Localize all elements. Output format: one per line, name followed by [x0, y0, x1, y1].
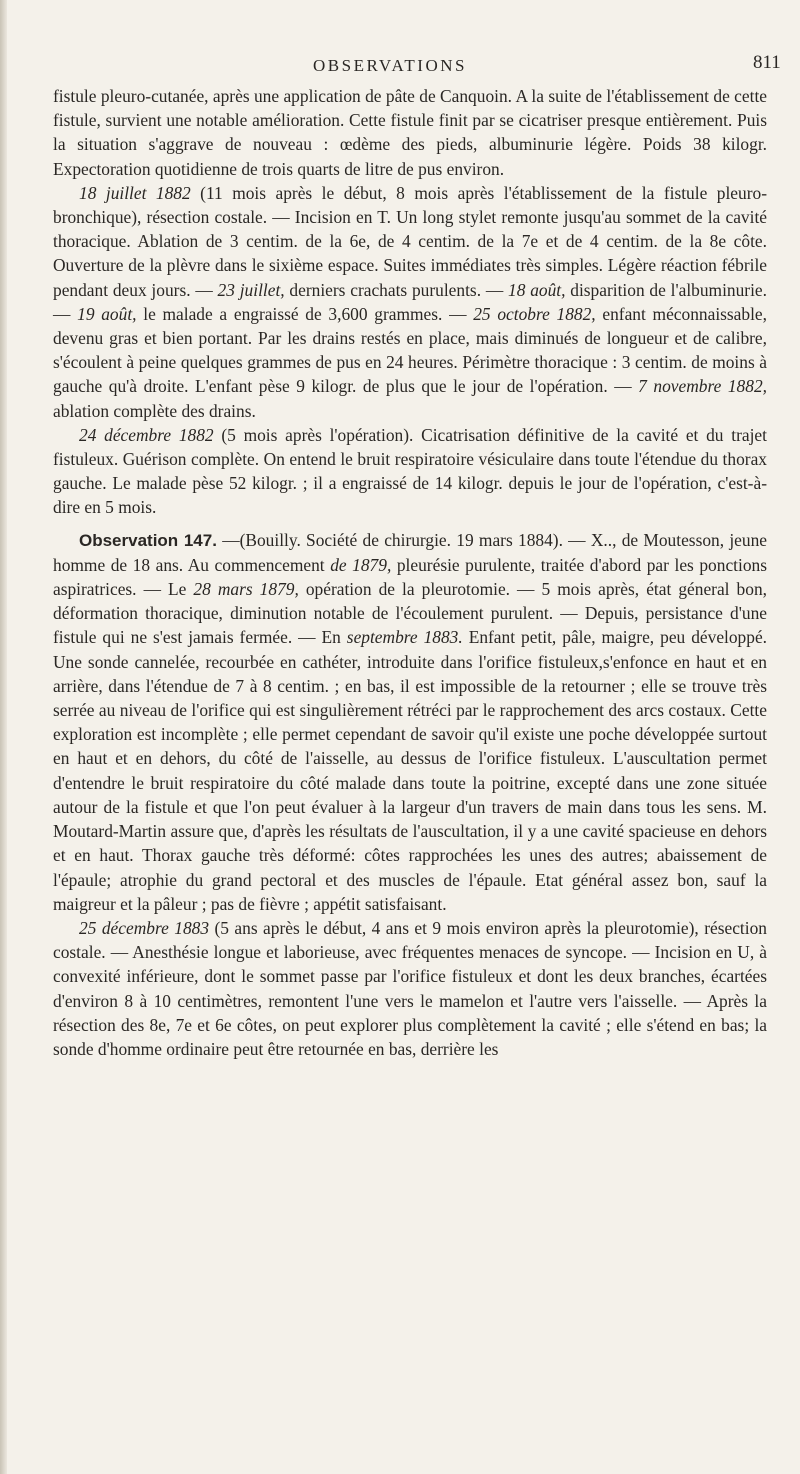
observation-heading: Observation 147.	[79, 530, 217, 550]
text: (5 ans après le début, 4 ans et 9 mois environ après la pleurotomie), résection costale. — Anesthésie longue et laborieuse, avec fréquentes menaces de syncope. — Incision en U, à convexité inférieure, dont le sommet passe par l'orifice fistuleux et dont les deux branches, écartées d'environ 8 à 10 centimètres, remontent l'une vers le mamelon et l'autre vers l'aisselle. — Après la résection des 8e, 7e et 6e côtes, on peut explorer plus complètement la cavité ; elle s'étend en bas; la sonde d'homme ordinaire peut être retournée en bas, derrière les	[53, 917, 767, 1059]
date: 25 décembre 1883	[79, 917, 210, 938]
date: 24 décembre 1882	[79, 424, 214, 445]
date: de 1879,	[330, 554, 392, 575]
page-body	[53, 84, 767, 1061]
text: (11 mois après le début, 8 mois après l'établissement de la fistule pleuro-bronchique), résection costale. — Incision en T. Un long stylet remonte jusqu'au sommet de la cavité thoracique. Ablation de 3 centim. de la 6e, de 4 centim. de la 7e et de 4 centim. de la 8e côte. Ouverture de la plèvre dans le sixième espace. Suites immédiates très simples. Légère réaction fébrile pendant deux jours. —	[53, 182, 767, 300]
page-edge-shadow	[0, 0, 7, 1474]
date: 23 juillet,	[217, 279, 285, 300]
text: enfant méconnaissable, devenu gras et bien portant. Par les drains restés en place, mais diminués de longueur et de calibre, s'écoulent à peine quelques grammes de pus en 24 heures. Périmètre thoracique : 3 centim. de moins à gauche qu'à droite. L'enfant pèse 9 kilogr. de plus que le jour de l'opération. —	[53, 303, 767, 397]
text: fistule pleuro-cutanée, après une application de pâte de Canquoin. A la suite de l'établissement de cette fistule, survient une notable amélioration. Cette fistule finit par se cicatriser presque entièrement. Puis la situation s'aggrave de nouveau : œdème des pieds, albuminurie légère. Poids 38 kilogr. Expectoration quotidienne de trois quarts de litre de pus environ.	[53, 86, 767, 179]
date: 18 août,	[508, 279, 566, 300]
text: disparition de l'albuminurie. —	[53, 279, 767, 324]
text: pleurésie purulente, traitée d'abord par les ponctions aspiratrices. — Le	[53, 554, 767, 600]
date: septembre 1883.	[346, 627, 463, 648]
date: 19 août,	[77, 303, 137, 324]
paragraph-24-decembre	[53, 423, 767, 520]
text: le malade a engraissé de 3,600 grammes. —	[136, 303, 474, 324]
text: ablation complète des drains.	[53, 400, 256, 421]
running-title: OBSERVATIONS	[313, 56, 467, 75]
paragraph-continuation	[53, 84, 767, 181]
paragraph-25-decembre	[53, 916, 767, 1061]
date: 7 novembre 1882,	[638, 376, 767, 397]
observation-147	[53, 528, 767, 916]
date: 18 juillet 1882	[79, 182, 191, 203]
date: 25 octobre 1882,	[473, 303, 596, 324]
text: derniers crachats purulents. —	[284, 279, 509, 300]
text: —(Bouilly. Société de chirurgie. 19 mars 1884). — X.., de Moutesson, jeune homme de 18 ans. Au commencement	[53, 529, 768, 575]
text: (5 mois après l'opération). Cicatrisation définitive de la cavité et du trajet fistuleux. Guérison complète. On entend le bruit respiratoire vésiculaire dans toute l'étendue du thorax gauche. Le malade pèse 52 kilogr. ; il a engraissé de 14 kilogr. depuis le jour de l'opération, c'est-à-dire en 5 mois.	[53, 424, 767, 518]
paragraph-18-juillet	[53, 181, 767, 423]
page-number: 811	[753, 52, 781, 73]
text: opération de la pleurotomie. — 5 mois après, état géneral bon, déformation thoracique, diminution notable de l'écoulement purulent. — Depuis, persistance d'une fistule qui ne s'est jamais fermée. — En	[53, 579, 767, 648]
text: Enfant petit, pâle, maigre, peu développé. Une sonde cannelée, recourbée en cathéter, introduite dans l'orifice fistuleux,s'enfonce en haut et en arrière, dans l'étendue de 7 à 8 centim. ; en bas, il est impossible de la retourner ; elle se trouve très serrée au niveau de l'orifice qui est singulièrement rétréci par le rapprochement des arcs costaux. Cette exploration est incomplète ; elle permet cependant de savoir qu'il existe une poche développée surtout en haut et en dehors, du côté de l'aisselle, au dessus de l'orifice fistuleux. L'auscultation permet d'entendre le bruit respiratoire du côté malade dans toute la poitrine, excepté dans une zone située autour de la fistule et que l'on peut évaluer à la largeur d'un travers de main dans tous les sens. M. Moutard-Martin assure que, d'après les résultats de l'auscultation, il y a une cavité spacieuse en dehors et en haut. Thorax gauche très déformé: côtes rapprochées les unes des autres; abaissement de l'épaule; atrophie du grand pectoral et des muscles de l'épaule. Etat général assez bon, sauf la maigreur et la pâleur ; pas de fièvre ; appétit satisfaisant.	[53, 627, 768, 914]
date: 28 mars 1879,	[193, 579, 299, 600]
